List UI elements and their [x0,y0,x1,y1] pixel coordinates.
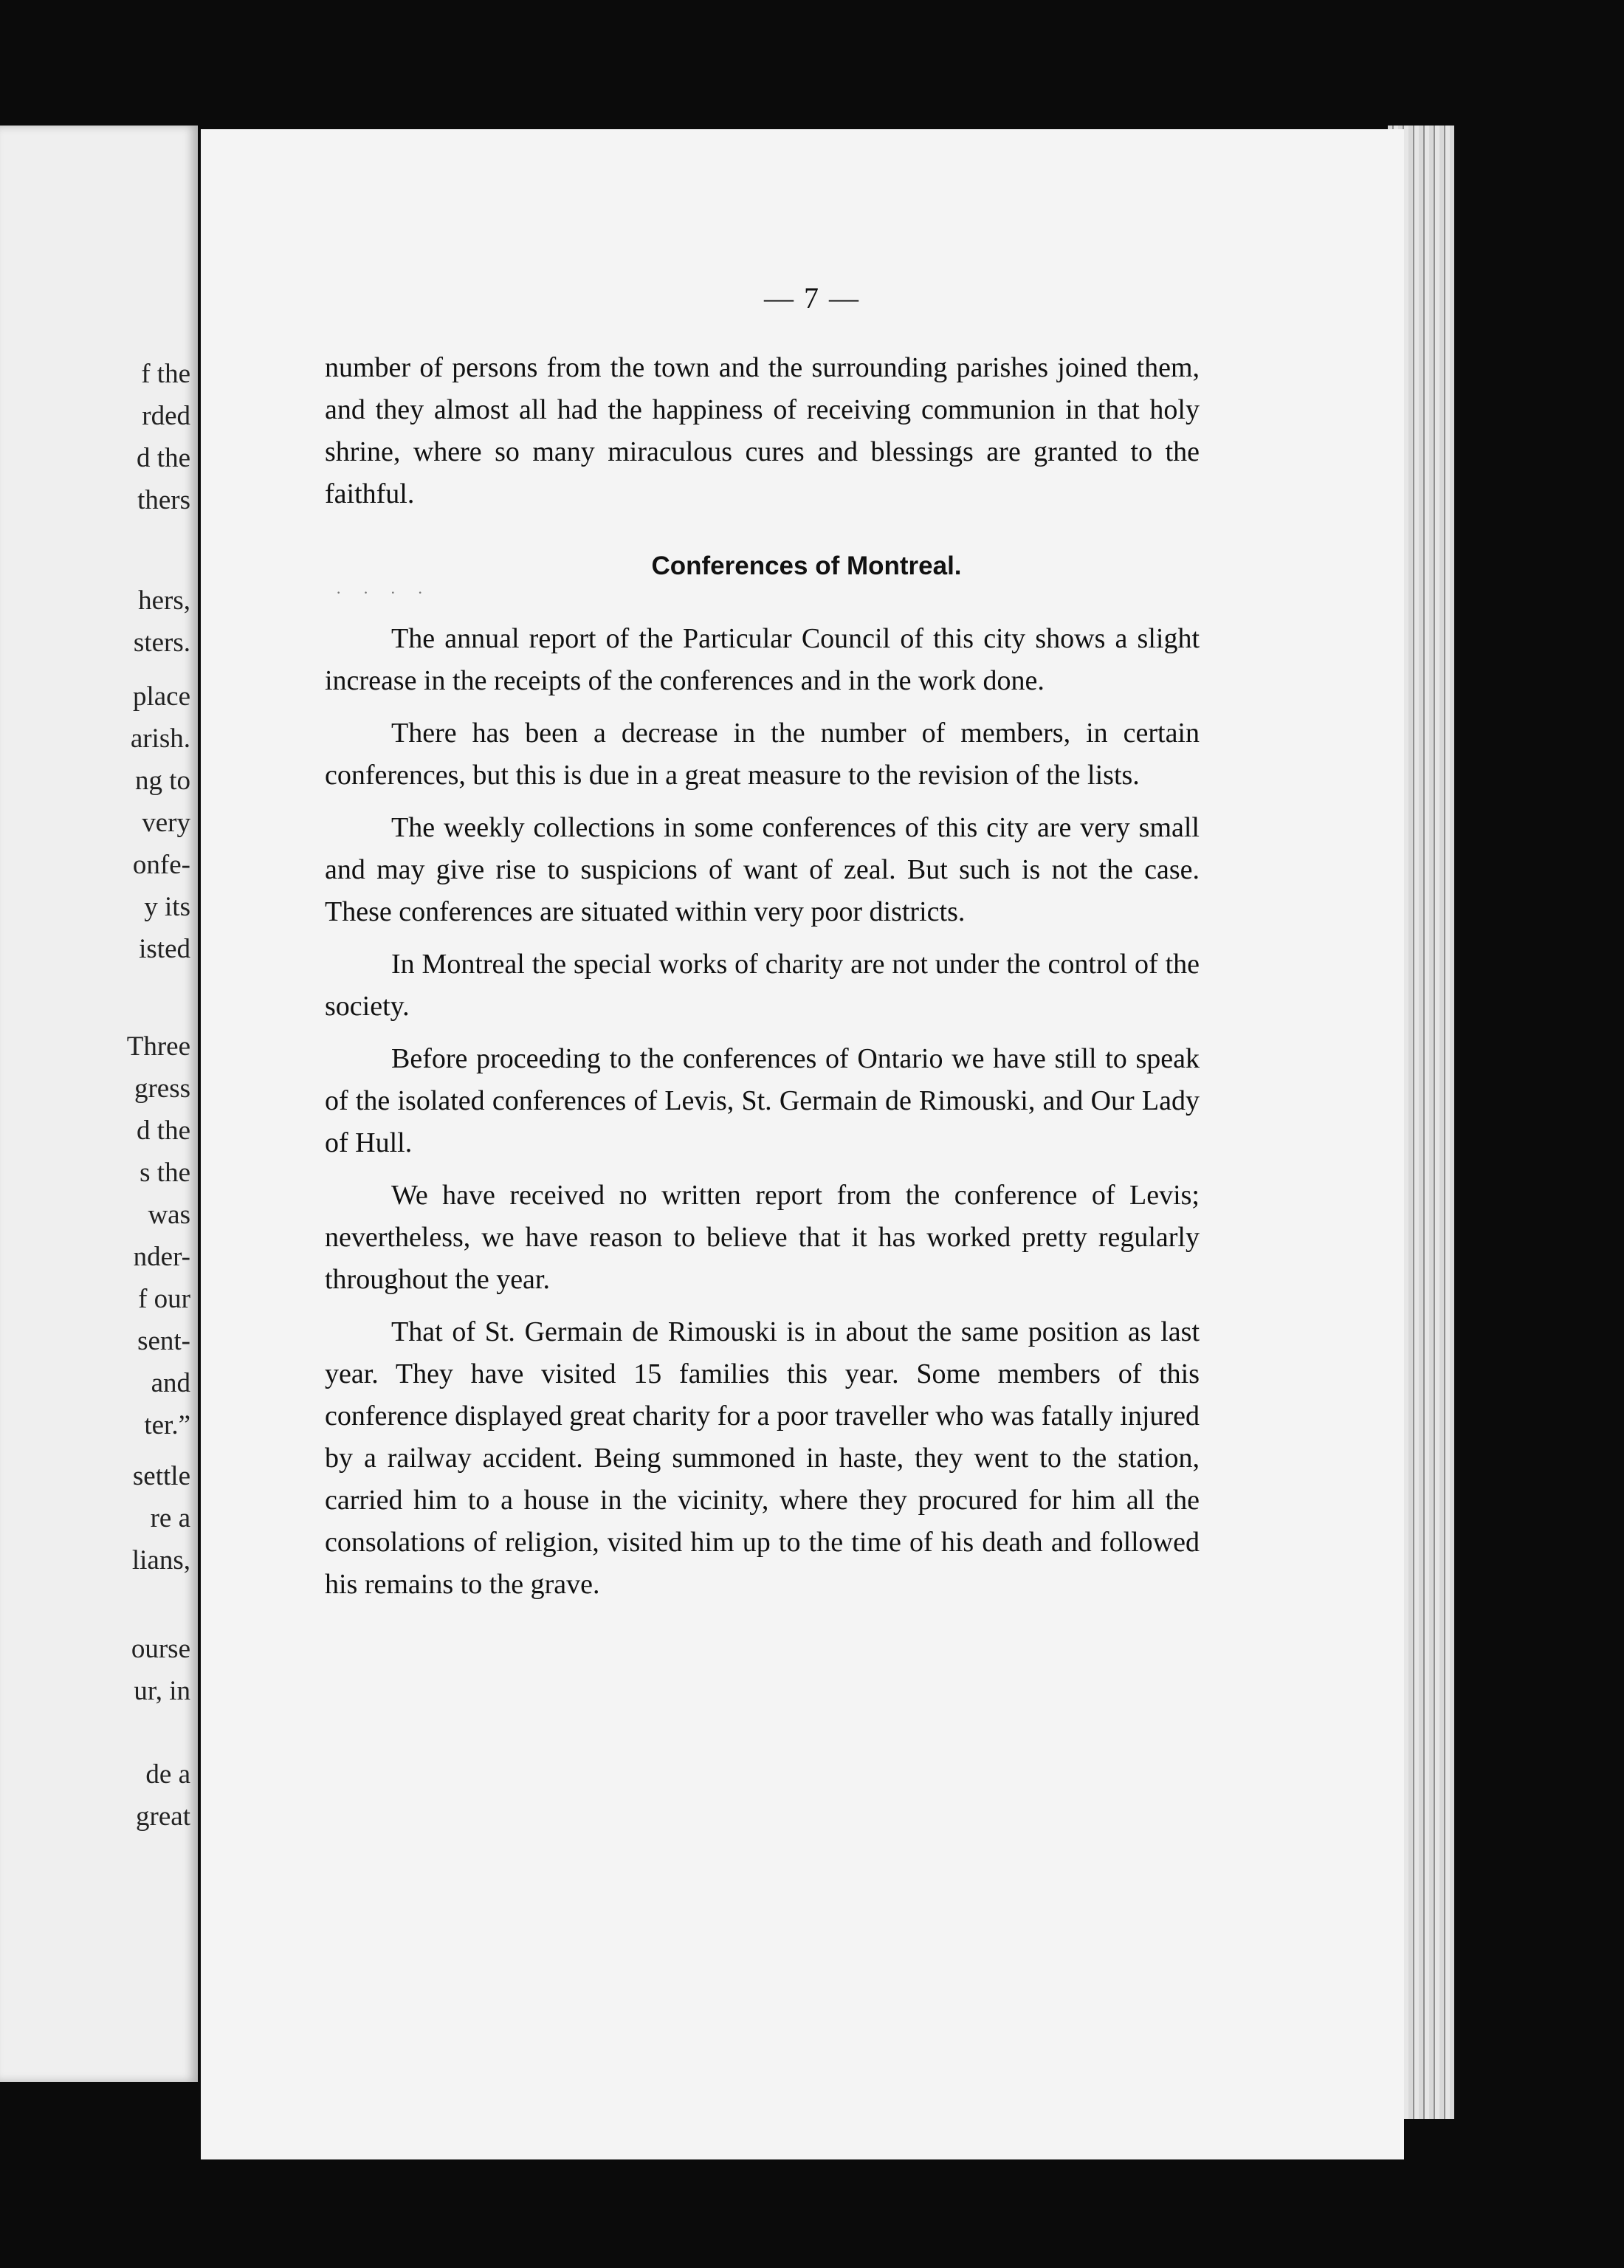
paragraph: Before proceeding to the conferences of Ontario we have still to speak of the isolated conferences of Levis, St. Germain de Rimouski, and Our Lady of Hull. [325,1043,1200,1158]
left-fragment: f the [141,359,190,389]
left-fragment: arish. [130,724,190,754]
paragraph: The weekly collections in some conferences of this city are very small and may give rise to suspicions of want of zeal. But such is not the case. These conferences are situated within very poor districts. [325,812,1200,927]
paragraph: There has been a decrease in the number of members, in certain conferences, but this is due in a great measure to the revision of the lists. [325,718,1200,791]
page-number: — 7 — [764,281,860,315]
left-fragment: ng to [134,766,190,796]
left-fragment: s the [140,1158,190,1188]
left-fragment: nder- [133,1242,190,1272]
paragraph: The annual report of the Particular Council of this city shows a slight increase in the receipts of the conferences and in the work done. [325,623,1200,696]
left-fragment: de a [145,1759,190,1790]
left-fragment: ourse [131,1634,190,1664]
left-fragment: hers, [138,585,190,616]
decorative-dots: · · · · [336,583,432,602]
left-fragment: ter.” [144,1410,190,1440]
left-page-edge [0,126,198,2082]
left-fragment: was [148,1200,190,1230]
left-fragment: settle [132,1461,190,1491]
left-fragment: y its [144,892,190,922]
left-fragment: onfe- [132,850,190,880]
paragraph: We have received no written report from the conference of Levis; nevertheless, we have reason to believe that it has worked pretty regularly throughout the year. [325,1180,1200,1295]
left-fragment: gress [134,1073,190,1104]
left-fragment: sent- [137,1326,190,1356]
left-fragment: d the [137,1116,190,1146]
left-fragment: and [151,1368,190,1398]
left-fragment: d the [137,443,190,473]
paragraph: In Montreal the special works of charity are not under the control of the society. [325,949,1200,1022]
left-fragment: f our [138,1284,190,1314]
left-fragment: ur, in [134,1676,190,1706]
paragraph: That of St. Germain de Rimouski is in about the same position as last year. They have visited 15 families this year. Some members of this conference displayed great charity for a poor traveller who was fatally injured by a railway accident. Being summoned in haste, they went to the station, carried him to a house in the vicinity, where they procured for him all the consolations of religion, visited him up to the time of his death and followed his remains to the grave. [325,1316,1200,1600]
opening-paragraph: number of persons from the town and the surrounding parishes joined them, and they almost all had the happiness of receiving communion in that holy shrine, where so many miraculous cures and blessings are granted to the faithful. [325,352,1200,509]
left-fragment: lians, [131,1545,190,1575]
left-fragment: great [136,1801,190,1832]
left-fragment: Three [126,1031,190,1062]
left-fragment: sters. [133,628,190,658]
left-fragment: very [142,808,190,838]
left-fragment: isted [139,934,190,964]
left-fragment: re a [150,1503,190,1533]
section-heading: Conferences of Montreal. [651,551,962,580]
left-fragment: rded [142,401,190,431]
page-body [325,347,1200,1616]
left-fragment: place [132,681,190,712]
left-fragment: thers [137,485,190,515]
